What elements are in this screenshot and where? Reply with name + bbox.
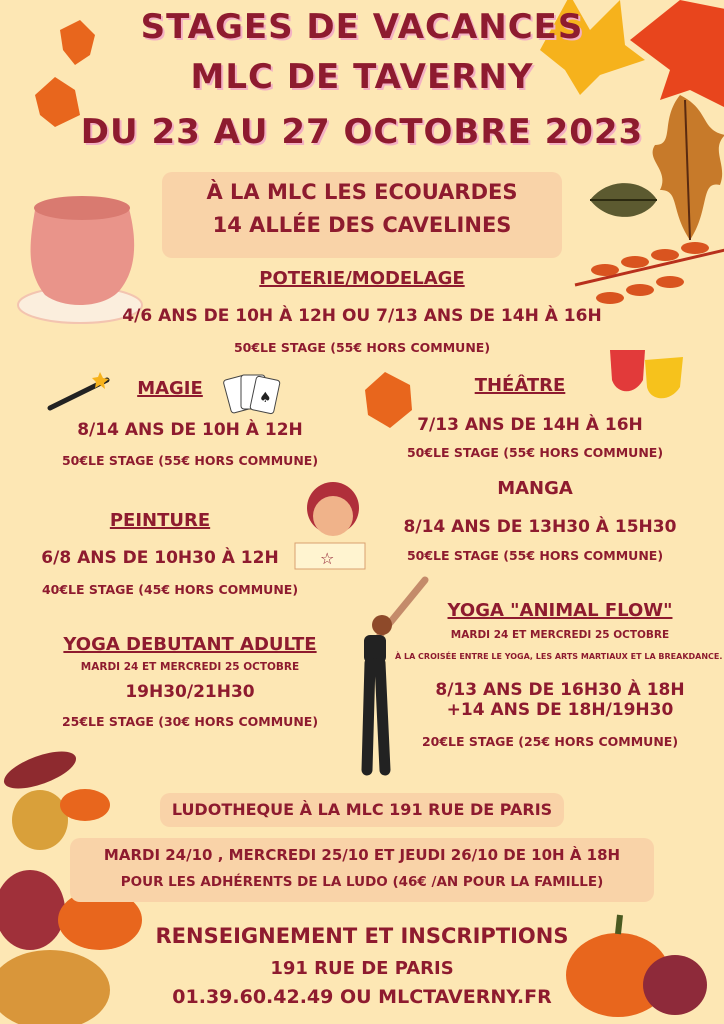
contact-phone-web[interactable]: 01.39.60.42.49 OU MLCTAVERNY.FR <box>172 986 552 1008</box>
playing-cards-icon <box>225 372 280 417</box>
location-line-1: À LA MLC LES ECOUARDES <box>206 180 518 204</box>
yoga-animal-schedule-1: 8/13 ANS DE 16H30 À 18H <box>435 680 685 700</box>
magie-schedule: 8/14 ANS DE 10H À 12H <box>77 420 303 440</box>
location-line-2: 14 ALLÉE DES CAVELINES <box>212 213 512 237</box>
theatre-masks-icon <box>605 345 690 405</box>
magie-title: MAGIE <box>137 378 203 399</box>
title-line-2: MLC DE TAVERNY <box>190 57 534 97</box>
magic-wand-icon <box>45 370 115 415</box>
ludotheque-schedule: MARDI 24/10 , MERCREDI 25/10 ET JEUDI 26/10 DE 10H À 18H <box>103 846 621 864</box>
yoga-animal-schedule-2: +14 ANS DE 18H/19H30 <box>446 700 674 720</box>
magie-price: 50€LE STAGE (55€ HORS COMMUNE) <box>61 453 319 468</box>
ludotheque-note: POUR LES ADHÉRENTS DE LA LUDO (46€ /AN POUR LA FAMILLE) <box>120 874 604 890</box>
yoga-adulte-dates: MARDI 24 ET MERCREDI 25 OCTOBRE <box>80 661 300 673</box>
yoga-animal-title: YOGA "ANIMAL FLOW" <box>447 600 673 621</box>
poterie-title: POTERIE/MODELAGE <box>259 268 465 289</box>
svg-text:♠: ♠ <box>259 390 272 406</box>
theatre-price: 50€LE STAGE (55€ HORS COMMUNE) <box>406 445 664 460</box>
peinture-title: PEINTURE <box>109 510 211 531</box>
peinture-price: 40€LE STAGE (45€ HORS COMMUNE) <box>41 582 299 597</box>
title-line-3: DU 23 AU 27 OCTOBRE 2023 <box>80 112 644 152</box>
green-leaf-icon <box>585 175 660 225</box>
svg-text:☆: ☆ <box>320 549 335 568</box>
ludotheque-title: LUDOTHEQUE À LA MLC 191 RUE DE PARIS <box>171 800 553 819</box>
girl-drawing-icon <box>285 478 375 573</box>
yoga-adulte-price: 25€LE STAGE (30€ HORS COMMUNE) <box>61 714 319 729</box>
contact-address: 191 RUE DE PARIS <box>270 958 454 979</box>
title-line-1: STAGES DE VACANCES <box>140 7 584 47</box>
poterie-price: 50€LE STAGE (55€ HORS COMMUNE) <box>233 340 491 355</box>
yoga-adulte-title: YOGA DEBUTANT ADULTE <box>63 634 317 655</box>
manga-title: MANGA <box>497 478 573 499</box>
yoga-adulte-schedule: 19H30/21H30 <box>125 682 255 702</box>
contact-title: RENSEIGNEMENT ET INSCRIPTIONS <box>155 924 569 948</box>
peinture-schedule: 6/8 ANS DE 10H30 À 12H <box>41 548 279 568</box>
yoga-animal-dates: MARDI 24 ET MERCREDI 25 OCTOBRE <box>450 629 670 641</box>
yoga-animal-description: À LA CROISÉE ENTRE LE YOGA, LES ARTS MARTIAUX ET LA BREAKDANCE. <box>395 652 723 661</box>
manga-schedule: 8/14 ANS DE 13H30 À 15H30 <box>403 517 677 537</box>
yoga-animal-price: 20€LE STAGE (25€ HORS COMMUNE) <box>421 734 679 749</box>
poterie-schedule: 4/6 ANS DE 10H À 12H OU 7/13 ANS DE 14H À 16H <box>122 306 602 326</box>
theatre-schedule: 7/13 ANS DE 14H À 16H <box>417 415 643 435</box>
manga-price: 50€LE STAGE (55€ HORS COMMUNE) <box>406 548 664 563</box>
theatre-title: THÉÂTRE <box>474 375 566 396</box>
